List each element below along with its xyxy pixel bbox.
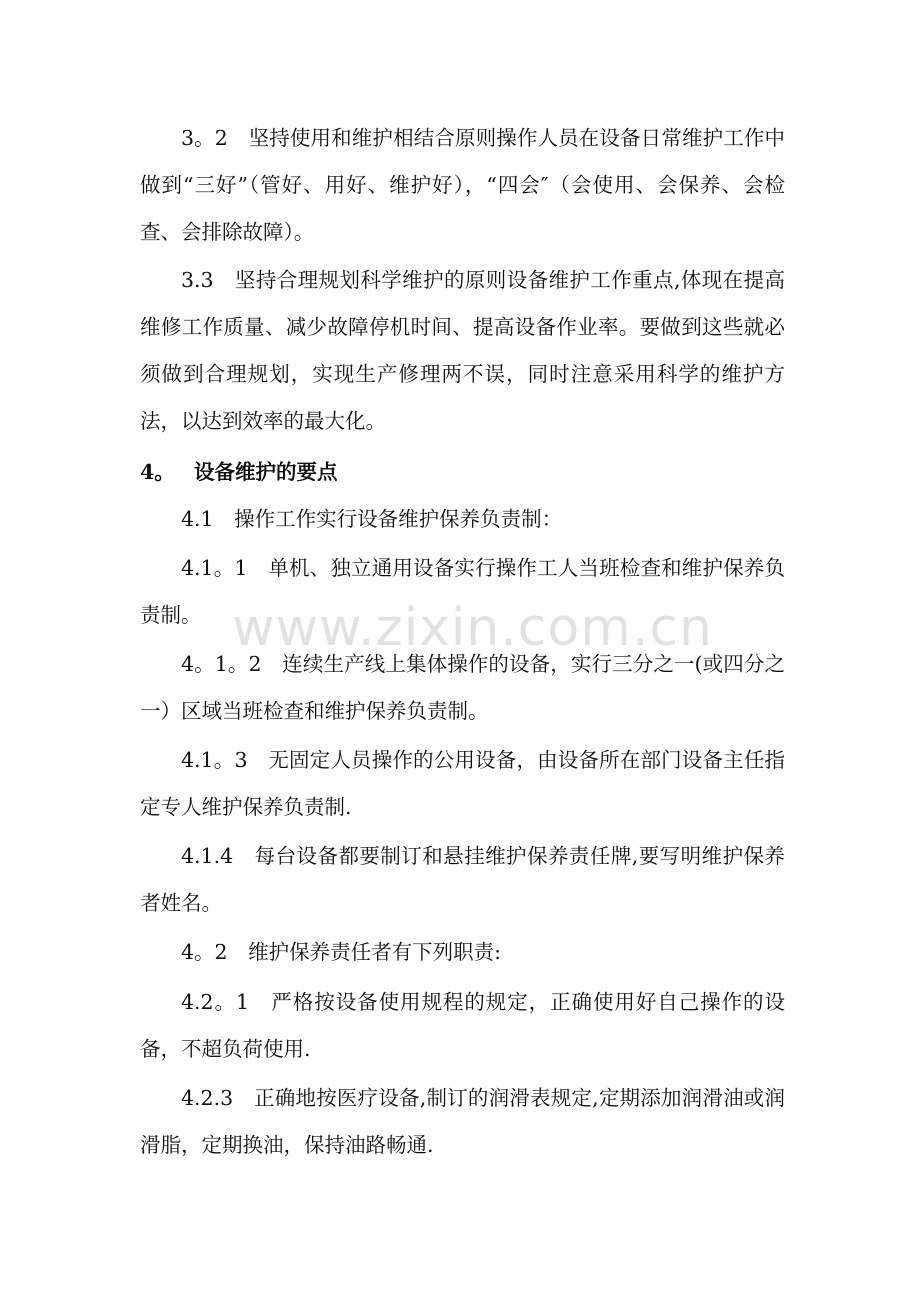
paragraph-4-1-3: 4.1。3 无固定人员操作的公用设备，由设备所在部门设备主任指定专人维护保养负责制. bbox=[140, 748, 785, 819]
section-title: 设备维护的要点 bbox=[194, 460, 338, 484]
paragraph-4-2: 4。2 维护保养责任者有下列职责: bbox=[181, 940, 501, 964]
paragraph-4-2-3: 4.2.3 正确地按医疗设备,制订的润滑表规定,定期添加润滑油或润滑脂，定期换油，保持油路畅通. bbox=[140, 1086, 785, 1157]
paragraph-3-3: 3.3 坚持合理规划科学维护的原则设备维护工作重点,体现在提高维修工作质量、减少故障停机时间、提高设备作业率。要做到这些就必须做到合理规划，实现生产修理两不误，同时注意采用科学的维护方法，以达到效率的最大化。 bbox=[140, 268, 785, 433]
paragraph-4-1-1: 4.1。1 单机、独立通用设备实行操作工人当班检查和维护保养负责制。 bbox=[140, 556, 785, 627]
watermark: www.zixin.com.cn bbox=[232, 598, 713, 658]
paragraph-4-1-2: 4。1。2 连续生产线上集体操作的设备，实行三分之一(或四分之一）区域当班检查和维护保养负责制。 bbox=[140, 652, 785, 723]
paragraph-3-2: 3。2 坚持使用和维护相结合原则操作人员在设备日常维护工作中做到“三好”（管好、用好、维护好），“四会″（会使用、会保养、会检查、会排除故障）。 bbox=[140, 126, 785, 244]
paragraph-4-1-4: 4.1.4 每台设备都要制订和悬挂维护保养责任牌,要写明维护保养者姓名。 bbox=[140, 844, 785, 915]
paragraph-4-2-1: 4.2。1 严格按设备使用规程的规定，正确使用好自己操作的设备，不超负荷使用. bbox=[140, 990, 785, 1061]
section-number: 4。 bbox=[140, 460, 175, 484]
paragraph-4-1: 4.1 操作工作实行设备维护保养负责制： bbox=[181, 507, 563, 531]
section-heading-4 bbox=[140, 449, 338, 496]
